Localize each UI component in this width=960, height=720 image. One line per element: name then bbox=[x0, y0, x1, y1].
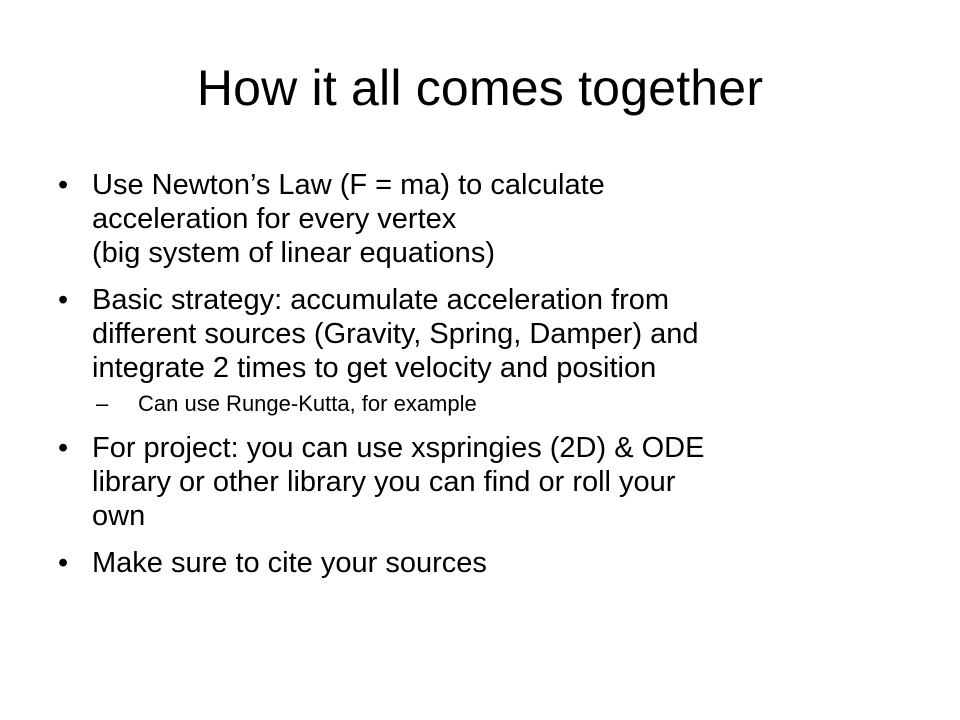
bullet-item-project bbox=[58, 431, 938, 533]
bullet-item-newtons-law bbox=[58, 168, 938, 270]
bullet-line: library or other library you can find or roll your bbox=[92, 466, 676, 498]
bullet-line: integrate 2 times to get velocity and position bbox=[92, 352, 657, 384]
bullet-marker: • bbox=[58, 547, 69, 579]
sub-bullet-marker: – bbox=[96, 391, 109, 416]
sub-bullet-runge-kutta bbox=[96, 390, 938, 418]
bullet-line: acceleration for every vertex bbox=[92, 203, 457, 235]
bullet-list bbox=[58, 168, 938, 593]
sub-bullet-text: Can use Runge-Kutta, for example bbox=[138, 391, 477, 416]
bullet-line: For project: you can use xspringies (2D) & ODE bbox=[92, 432, 705, 464]
bullet-line: (big system of linear equations) bbox=[92, 237, 495, 269]
bullet-line: different sources (Gravity, Spring, Damper) and bbox=[92, 318, 699, 350]
bullet-line: Make sure to cite your sources bbox=[92, 547, 487, 579]
bullet-line: Basic strategy: accumulate acceleration from bbox=[92, 284, 670, 316]
bullet-line: own bbox=[92, 500, 146, 532]
bullet-item-cite-sources bbox=[58, 546, 938, 580]
bullet-marker: • bbox=[58, 432, 69, 464]
slide-title: How it all comes together bbox=[196, 60, 764, 116]
bullet-marker: • bbox=[58, 284, 69, 316]
bullet-item-basic-strategy bbox=[58, 283, 938, 418]
bullet-line: Use Newton’s Law (F = ma) to calculate bbox=[92, 169, 605, 201]
bullet-marker: • bbox=[58, 169, 69, 201]
